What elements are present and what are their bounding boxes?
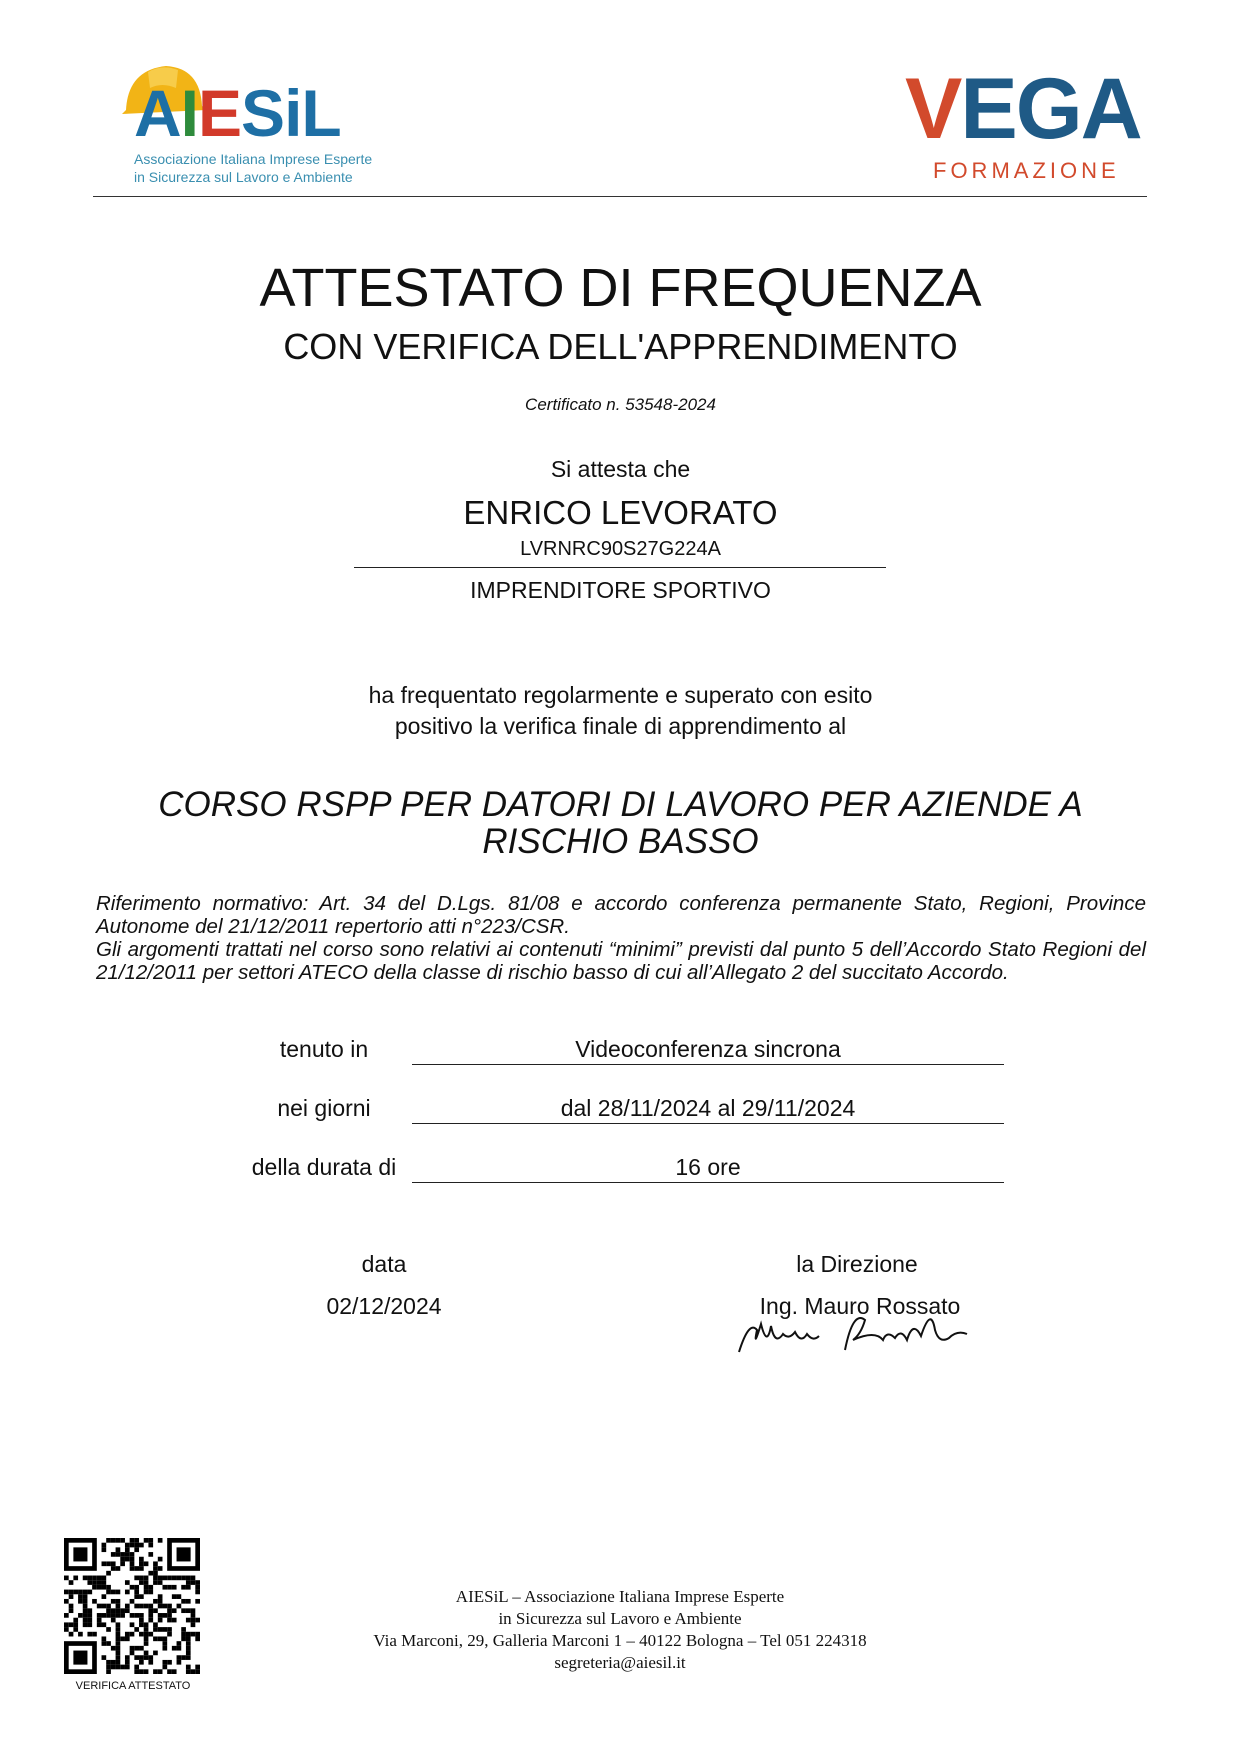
certificate-number: Certificato n. 53548-2024 bbox=[525, 395, 716, 414]
aiesil-letter: L bbox=[301, 76, 341, 150]
course-title bbox=[80, 786, 1161, 860]
statement-line: ha frequentato regolarmente e superato con esito bbox=[368, 682, 873, 708]
aiesil-letter: i bbox=[284, 76, 302, 150]
direction-label: la Direzione bbox=[796, 1251, 918, 1277]
qr-code-icon[interactable] bbox=[64, 1538, 200, 1674]
detail-underline bbox=[412, 1123, 1004, 1124]
vega-v-letter: V bbox=[905, 61, 961, 157]
detail-value: 16 ore bbox=[675, 1154, 741, 1180]
footer-line: Via Marconi, 29, Galleria Marconi 1 – 40122 Bologna – Tel 051 224318 bbox=[373, 1631, 867, 1650]
detail-label: tenuto in bbox=[279, 1036, 369, 1062]
footer-line: segreteria@aiesil.it bbox=[554, 1653, 686, 1672]
aiesil-tagline-line: in Sicurezza sul Lavoro e Ambiente bbox=[134, 169, 353, 185]
detail-value: Videoconferenza sincrona bbox=[575, 1036, 841, 1062]
vega-subtitle: FORMAZIONE bbox=[933, 158, 1120, 183]
attesta-text: Si attesta che bbox=[550, 456, 691, 482]
aiesil-tagline bbox=[134, 150, 372, 186]
normative-paragraph: Gli argomenti trattati nel corso sono relativi ai contenuti “minimi” previsti dal punto 5 dell’Accordo Stato Regioni del 21/12/2011 per settori ATECO della classe di rischio basso di cui all’Allegato 2 del succitato Accordo. bbox=[96, 938, 1146, 984]
course-title-line: CORSO RSPP PER DATORI DI LAVORO PER AZIENDE A bbox=[158, 785, 1083, 824]
header-divider bbox=[93, 196, 1147, 197]
detail-underline bbox=[412, 1182, 1004, 1183]
vega-logo bbox=[905, 61, 1141, 186]
issue-date: 02/12/2024 bbox=[326, 1293, 442, 1319]
aiesil-letter: E bbox=[198, 76, 242, 150]
normative-reference bbox=[96, 892, 1146, 984]
vega-wordmark bbox=[905, 61, 1141, 157]
name-divider bbox=[354, 567, 886, 568]
date-label: data bbox=[361, 1251, 407, 1277]
detail-label: della durata di bbox=[251, 1154, 397, 1180]
person-role: IMPRENDITORE SPORTIVO bbox=[470, 577, 771, 603]
page-subtitle: CON VERIFICA DELL'APPRENDIMENTO bbox=[283, 326, 958, 367]
aiesil-tagline-line: Associazione Italiana Imprese Esperte bbox=[134, 151, 373, 167]
course-title-line: RISCHIO BASSO bbox=[482, 822, 759, 861]
aiesil-letter: I bbox=[180, 76, 199, 150]
footer-address bbox=[300, 1586, 940, 1674]
footer-line: AIESiL – Associazione Italiana Imprese Esperte bbox=[455, 1587, 785, 1606]
footer-line: in Sicurezza sul Lavoro e Ambiente bbox=[498, 1609, 742, 1628]
person-name: ENRICO LEVORATO bbox=[463, 494, 778, 531]
detail-value: dal 28/11/2024 al 29/11/2024 bbox=[560, 1095, 856, 1121]
page-title: ATTESTATO DI FREQUENZA bbox=[259, 258, 982, 318]
vega-ega-letters: EGA bbox=[960, 61, 1141, 157]
aiesil-letter: A bbox=[134, 76, 181, 150]
detail-label: nei giorni bbox=[277, 1095, 371, 1121]
statement bbox=[0, 680, 1241, 742]
statement-line: positivo la verifica finale di apprendimento al bbox=[394, 713, 847, 739]
aiesil-wordmark bbox=[134, 76, 341, 150]
normative-paragraph: Riferimento normativo: Art. 34 del D.Lgs. 81/08 e accordo conferenza permanente Stato, Regioni, Province Autonome del 21/12/2011 repertorio atti n°223/CSR. bbox=[96, 892, 1146, 938]
aiesil-letter: S bbox=[241, 76, 285, 150]
aiesil-logo bbox=[118, 58, 398, 188]
detail-underline bbox=[412, 1064, 1004, 1065]
qr-caption: VERIFICA ATTESTATO bbox=[75, 1680, 191, 1692]
director-name: Ing. Mauro Rossato bbox=[759, 1293, 961, 1319]
fiscal-code: LVRNRC90S27G224A bbox=[520, 538, 721, 560]
handwritten-signature bbox=[735, 1300, 975, 1360]
